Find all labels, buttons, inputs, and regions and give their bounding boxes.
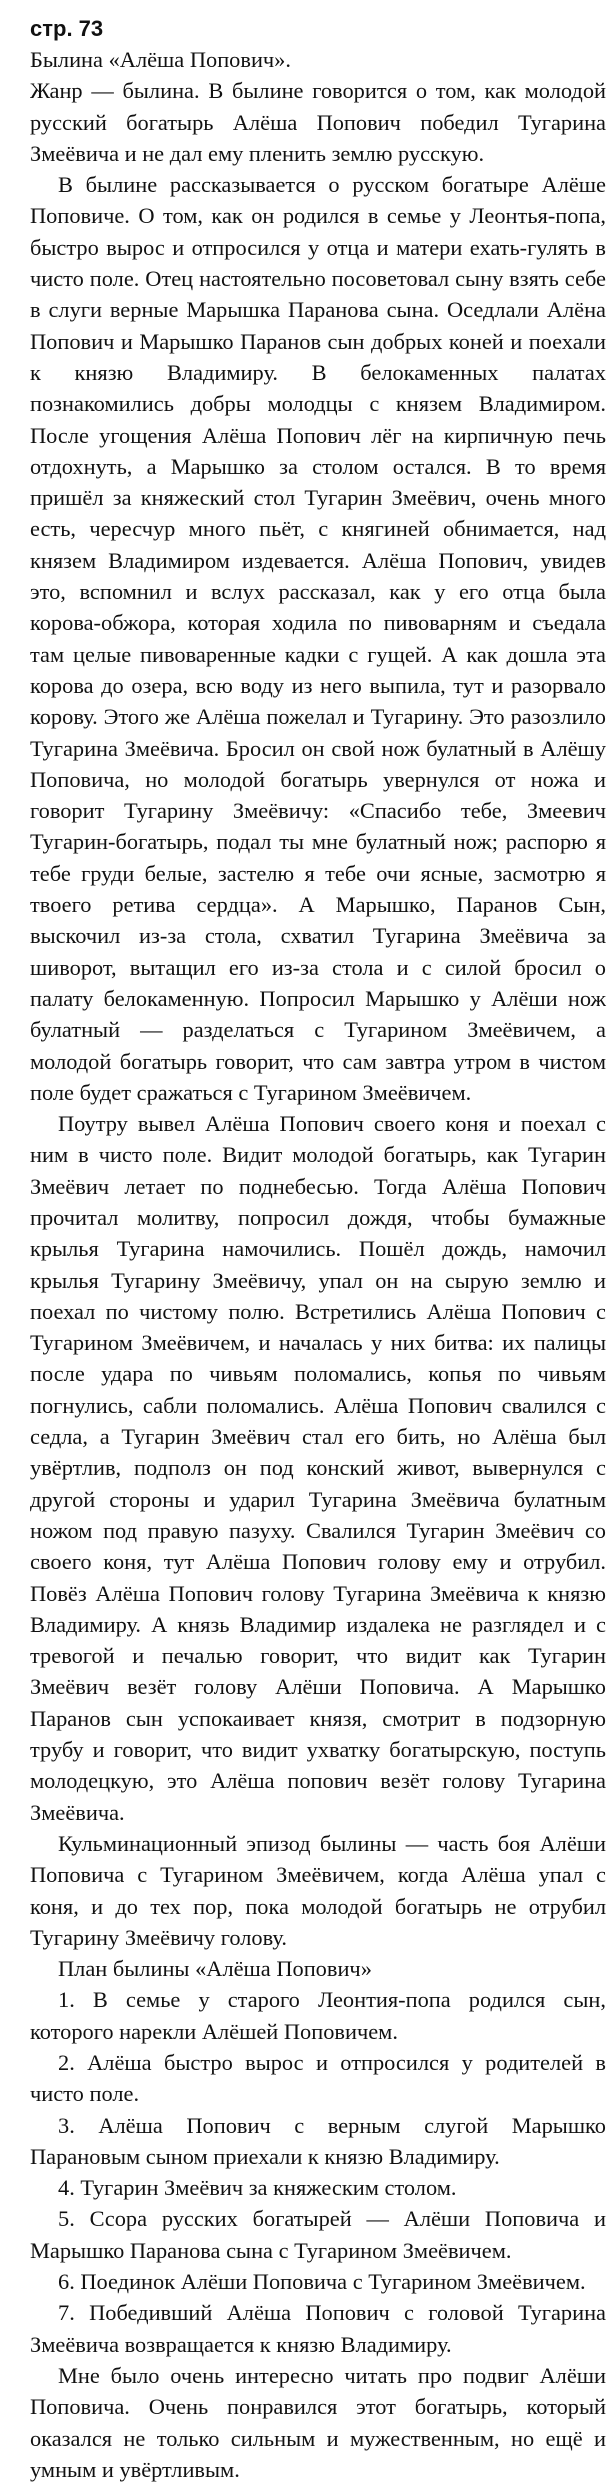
plan-item: 4. Тугарин Змеёвич за княжеским столом. bbox=[58, 2175, 457, 2201]
page-number: стр. 73 bbox=[30, 16, 104, 41]
plan-item: 2. Алёша быстро вырос и отпросился у родителей в чисто поле. bbox=[30, 2050, 606, 2107]
plan-item: 7. Победивший Алёша Попович с головой Тугарина Змеёвича возвращается к князю Владимиру. bbox=[30, 2300, 606, 2357]
climax-paragraph: Кульминационный эпизод былины — часть боя Алёши Поповича с Тугарином Змеёвичем, когда Алёша упал с коня, и до тех пор, пока молодой богатырь не отрубил Тугарину Змеёвичу голову. bbox=[30, 1830, 606, 1950]
genre-paragraph: Жанр — былина. В былине говорится о том, как молодой русский богатырь Алёша Попович победил Тугарина Змеёвича и не дал ему пленить землю русскую. bbox=[30, 78, 606, 166]
plan-item: 1. В семье у старого Леонтия-попа родился сын, которого нарекли Алёшей Поповичем. bbox=[30, 1987, 606, 2044]
battle-paragraph: Поутру вывел Алёша Попович своего коня и поехал с ним в чисто поле. Видит молодой богатырь, как Тугарин Змеёвич летает по поднебесью. Тогда Алёша Попович прочитал молитву, попросил дождя, чтобы бумажные крылья Тугарина намочились. Пошёл дождь, намочил крылья Тугарину Змеёвичу, упал он на сырую землю и поехал по чистому полю. Встретились Алёша Попович с Тугарином Змеёвичем, и началась у них битва: их палицы после удара по чивьям поломались, копья по чивьям погнулись, сабли поломались. Алёша Попович свалился с седла, а Тугарин Змеёвич стал его бить, но Алёша был увёртлив, подполз он под конский живот, вывернулся с другой стороны и ударил Тугарина Змеёвича булатным ножом под правую пазуху. Свалился Тугарин Змеёвич со своего коня, тут Алёша Попович голову ему и отрубил. Повёз Алёша Попович голову Тугарина Змеёвича к князю Владимиру. А князь Владимир издалека не разглядел и с тревогой и печалью говорит, что видит как Тугарин Змеёвич везёт голову Алёши Поповича. А Марышко Паранов сын успокаивает князя, смотрит в подзорную трубу и говорит, что видит ухватку богатырскую, поступь молодецкую, это Алёша попович везёт голову Тугарина Змеёвича. bbox=[30, 1111, 606, 1825]
page-text bbox=[30, 14, 606, 2485]
plan-item: 5. Ссора русских богатырей — Алёши Поповича и Марышко Паранова сына с Тугарином Змеёвичем. bbox=[30, 2206, 606, 2263]
conclusion-paragraph: Мне было очень интересно читать про подвиг Алёши Поповича. Очень понравился этот богатырь, который оказался не только сильным и мужественным, но ещё и умным и увёртливым. bbox=[30, 2362, 606, 2482]
plan-item: 6. Поединок Алёши Поповича с Тугарином Змеёвичем. bbox=[58, 2269, 586, 2295]
summary-paragraph: В былине рассказывается о русском богатыре Алёше Поповиче. О том, как он родился в семье у Леонтья-попа, быстро вырос и отпросился у отца и матери ехать-гулять в чисто поле. Отец настоятельно посоветовал сыну взять себе в слуги верные Марышка Паранова сына. Оседлали Алёна Попович и Марышко Паранов сын добрых коней и поехали к князю Владимиру. В белокаменных палатах познакомились добры молодцы с князем Владимиром. После угощения Алёша Попович лёг на кирпичную печь отдохнуть, а Марышко за столом остался. В то время пришёл за княжеский стол Тугарин Змеёвич, очень много есть, чересчур много пьёт, с княгиней обнимается, над князем Владимиром издевается. Алёша Попович, увидев это, вспомнил и вслух рассказал, как у его отца была корова-обжора, которая ходила по пивоварням и съедала там целые пивоваренные кадки с гущей. А как дошла эта корова до озера, всю воду из него выпила, тут и разорвало корову. Этого же Алёша пожелал и Тугарину. Это разозлило Тугарина Змеёвича. Бросил он свой нож булатный в Алёшу Поповича, но молодой богатырь увернулся от ножа и говорит Тугарину Змеёвичу: «Спасибо тебе, Змеевич Тугарин-богатырь, подал ты мне булатный нож; распорю я тебе груди белые, застелю я тебе очи ясные, засмотрю я твоего ретива сердца». А Марышко, Паранов Сын, выскочил из-за стола, схватил Тугарина Змеёвича за шиворот, вытащил его из-за стола и с силой бросил о палату белокаменную. Попросил Марышко у Алёши нож булатный — разделаться с Тугарином Змеёвичем, а молодой богатырь говорит, что сам завтра утром в чистом поле будет сражаться с Тугарином Змеёвичем. bbox=[30, 172, 606, 1105]
section-title: Былина «Алёша Попович». bbox=[30, 47, 291, 72]
plan-title: План былины «Алёша Попович» bbox=[58, 1956, 372, 1982]
plan-item: 3. Алёша Попович с верным слугой Марышко Парановым сыном приехали к князю Владимиру. bbox=[30, 2112, 606, 2169]
